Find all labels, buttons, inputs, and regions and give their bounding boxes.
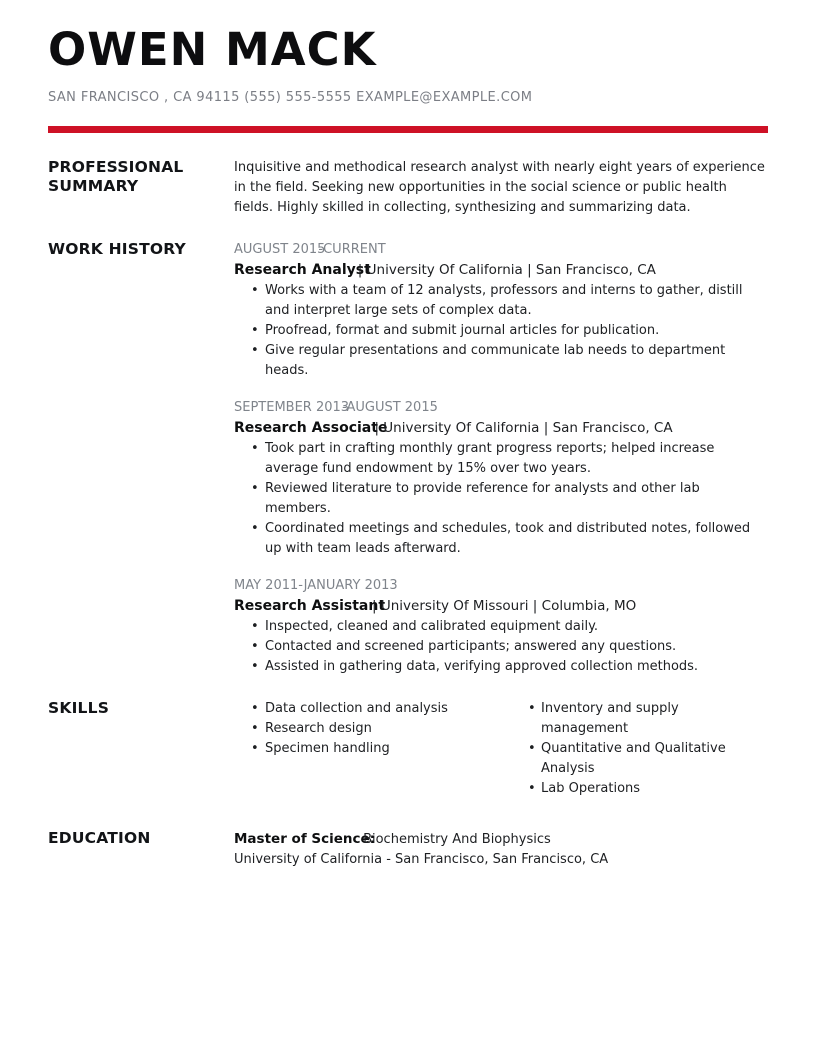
summary-text: Inquisitive and methodical research analyst with nearly eight years of experience in the field. Seeking new opportunities in the social science or public health fields. Highly skilled in collecting, synthesizing and summarizing data. [234,160,765,215]
education-school: University of California - San Francisco, San Francisco, CA [234,852,609,867]
job-date-end: -CURRENT [318,242,386,257]
person-name: OWEN MACK [48,23,377,76]
job-entry [234,240,768,381]
resume-header [48,24,768,105]
work-history-content [234,240,768,677]
section-label-professional-summary: PROFESSIONAL SUMMARY [48,158,184,195]
job-company: | University Of California | San Francisco, CA [374,420,673,436]
section-skills [48,699,768,799]
job-dates [234,576,768,596]
job-date-start: AUGUST 2015 [234,242,326,257]
skill-item: • Quantitative and Qualitative Analysis [527,739,754,779]
skill-item: • Specimen handling [234,739,527,759]
job-entry [234,576,768,677]
job-title-line [234,260,768,281]
section-education [48,829,768,870]
contact-line: SAN FRANCISCO , CA 94115 (555) 555-5555 EXAMPLE@EXAMPLE.COM [48,90,533,105]
job-entry [234,398,768,559]
job-title-line [234,418,768,439]
education-degree-line [234,829,768,850]
skill-item: • Lab Operations [527,779,754,799]
section-professional-summary [48,158,768,218]
job-date-start: MAY 2011 [234,578,299,593]
job-date-end: -AUGUST 2015 [342,400,438,415]
job-bullet: • Reviewed literature to provide reference for analysts and other lab members. [234,479,768,519]
job-date-start: SEPTEMBER 2013 [234,400,350,415]
job-date-end: -JANUARY 2013 [298,578,398,593]
skill-item: • Inventory and supply management [527,699,754,739]
education-content [234,829,768,870]
job-title-line [234,596,768,617]
job-bullet: • Took part in crafting monthly grant progress reports; helped increase average fund endowment by 15% over two years. [234,439,768,479]
job-bullet: • Inspected, cleaned and calibrated equipment daily. [234,617,768,637]
job-title: Research Associate [234,420,388,436]
job-bullet: • Works with a team of 12 analysts, professors and interns to gather, distill and interpret large sets of complex data. [234,281,768,321]
skills-content [234,699,768,799]
job-company: | University Of Missouri | Columbia, MO [372,598,637,614]
skill-item: • Data collection and analysis [234,699,527,719]
job-bullet-list [234,281,768,381]
job-bullet: • Give regular presentations and communicate lab needs to department heads. [234,341,768,381]
skills-column-1 [234,699,527,799]
education-degree: Master of Science: [234,831,376,847]
job-dates [234,398,768,418]
job-bullet: • Contacted and screened participants; answered any questions. [234,637,768,657]
job-bullet: • Assisted in gathering data, verifying approved collection methods. [234,657,768,677]
summary-content [234,158,768,218]
section-label-education: EDUCATION [48,829,151,847]
job-bullet: • Proofread, format and submit journal articles for publication. [234,321,768,341]
job-dates [234,240,768,260]
job-company: | University Of California | San Francisco, CA [357,262,656,278]
job-title: Research Analyst [234,262,371,278]
skills-column-2 [527,699,754,799]
job-bullet-list [234,439,768,559]
section-label-skills: SKILLS [48,699,110,717]
accent-divider [48,126,768,133]
skill-item: • Research design [234,719,527,739]
job-bullet: • Coordinated meetings and schedules, took and distributed notes, followed up with team leads afterward. [234,519,768,559]
section-work-history [48,240,768,677]
job-title: Research Assistant [234,598,386,614]
section-label-work-history: WORK HISTORY [48,240,186,258]
job-bullet-list [234,617,768,677]
education-program: Biochemistry And Biophysics [363,832,551,847]
